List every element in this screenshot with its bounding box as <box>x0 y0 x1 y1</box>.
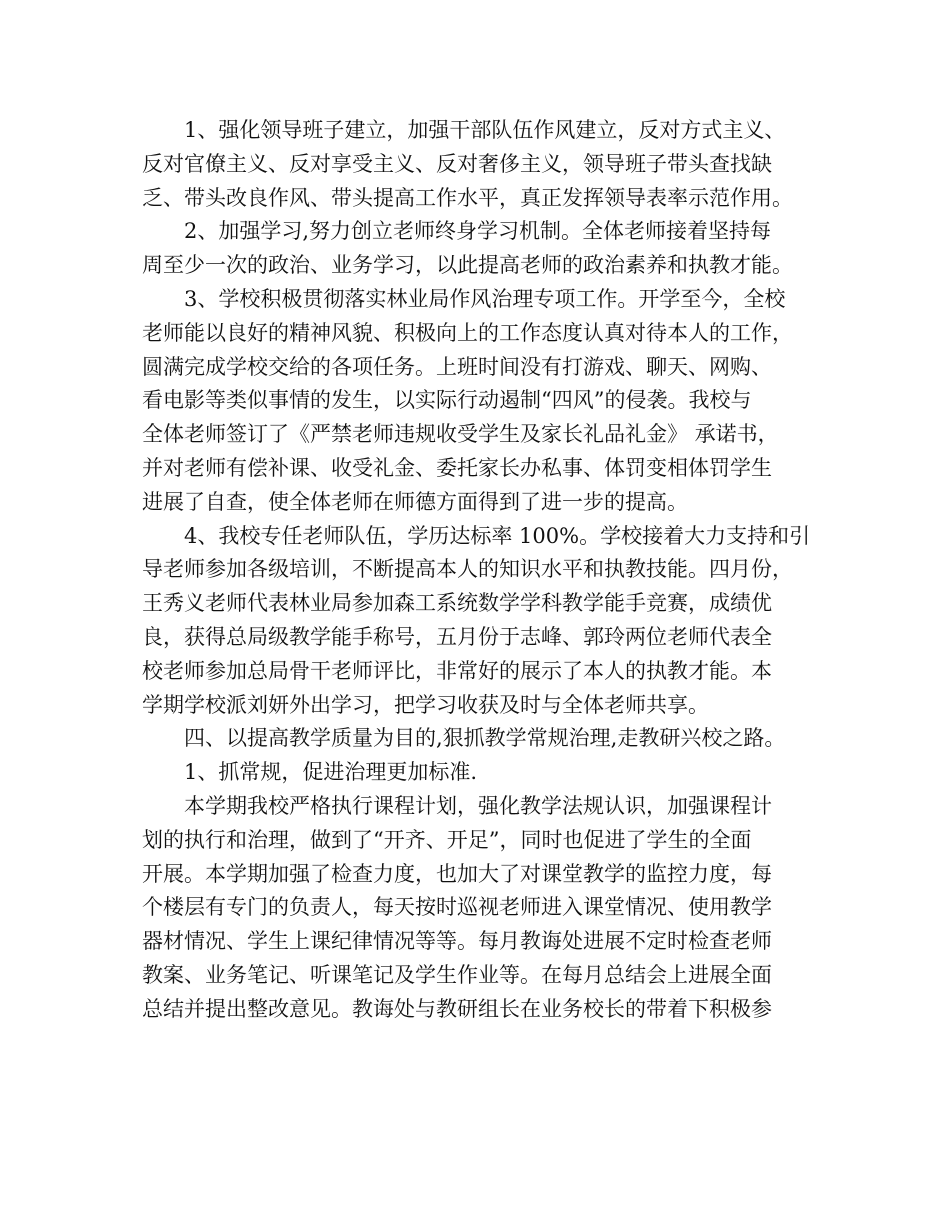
text-line: 器材情况、学生上课纪律情况等等。每月教诲处进展不定时检查老师 <box>142 929 772 954</box>
text-line: 并对老师有偿补课、收受礼金、委托家长办私事、体罚变相体罚学生 <box>142 455 772 480</box>
text-line: 学期学校派刘妍外出学习，把学习收获及时与全体老师共享。 <box>142 692 709 717</box>
text-line: 老师能以良好的精神风貌、积极向上的工作态度认真对待本人的工作， <box>142 320 793 345</box>
text-line: 2、加强学习,努力创立老师终身学习机制。全体老师接着坚持每 <box>184 219 772 244</box>
text-line: 本学期我校严格执行课程计划，强化教学法规认识，加强课程计 <box>184 793 772 818</box>
text-line: 总结并提出整改意见。教诲处与教研组长在业务校长的带着下积极参 <box>142 996 772 1021</box>
text-line: 3、学校积极贯彻落实林业局作风治理专项工作。开学至今，全校 <box>184 286 786 311</box>
text-line: 四、以提高教学质量为目的,狠抓教学常规治理,走教研兴校之路。 <box>184 726 786 751</box>
text-line: 看电影等类似事情的发生，以实际行动遏制“四风”的侵袭。我校与 <box>142 388 752 413</box>
text-line: 划的执行和治理，做到了“开齐、开足”，同时也促进了学生的全面 <box>142 827 752 852</box>
text-line: 校老师参加总局骨干老师评比，非常好的展示了本人的执教才能。本 <box>142 658 772 683</box>
text-line: 全体老师签订了《严禁老师违规收受学生及家长礼品礼金》 承诺书， <box>142 422 779 447</box>
text-line: 进展了自查，使全体老师在师德方面得到了进一步的提高。 <box>142 489 688 514</box>
text-line: 1、抓常规，促进治理更加标准. <box>184 760 478 785</box>
text-line: 乏、带头改良作风、带头提高工作水平，真正发挥领导表率示范作用。 <box>142 185 793 210</box>
text-line: 圆满完成学校交给的各项任务。上班时间没有打游戏、聊天、网购、 <box>142 354 772 379</box>
text-line: 王秀义老师代表林业局参加森工系统数学学科教学能手竞赛，成绩优 <box>142 591 772 616</box>
text-line: 周至少一次的政治、业务学习，以此提高老师的政治素养和执教才能。 <box>142 253 793 278</box>
text-line: 开展。本学期加强了检查力度，也加大了对课堂教学的监控力度，每 <box>142 861 772 886</box>
text-line: 个楼层有专门的负责人，每天按时巡视老师进入课堂情况、使用教学 <box>142 895 772 920</box>
text-line: 导老师参加各级培训，不断提高本人的知识水平和执教技能。四月份， <box>142 557 793 582</box>
document-body <box>142 114 810 1027</box>
text-line: 1、强化领导班子建立，加强干部队伍作风建立，反对方式主义、 <box>184 118 786 142</box>
text-line: 良，获得总局级教学能手称号，五月份于志峰、郭玲两位老师代表全 <box>142 624 772 649</box>
text-line: 反对官僚主义、反对享受主义、反对奢侈主义，领导班子带头查找缺 <box>142 151 772 176</box>
text-line: 教案、业务笔记、听课笔记及学生作业等。在每月总结会上进展全面 <box>142 962 772 987</box>
text-line: 4、我校专任老师队伍，学历达标率 100%。学校接着大力支持和引 <box>184 523 810 548</box>
